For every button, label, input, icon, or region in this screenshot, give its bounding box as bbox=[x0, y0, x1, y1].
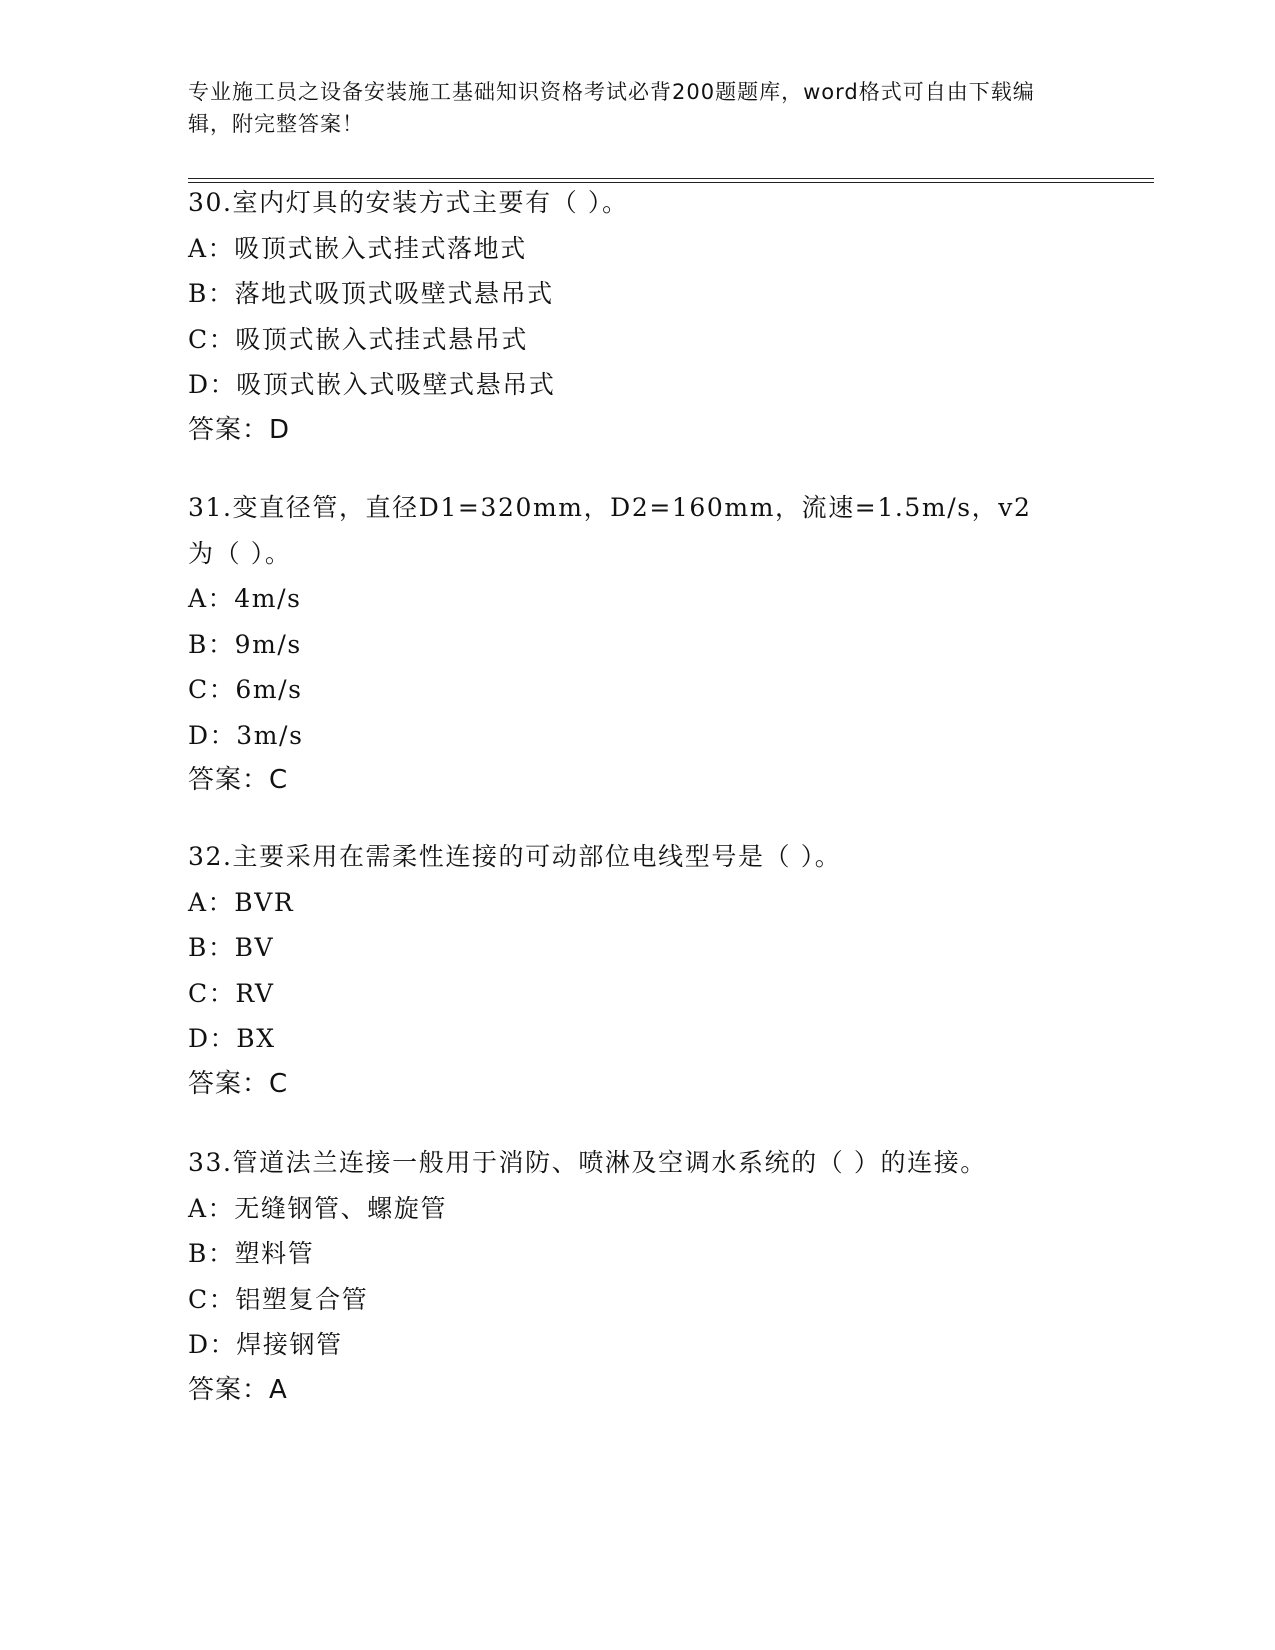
option-c: C：6m/s bbox=[188, 675, 303, 704]
question-32 bbox=[188, 834, 1088, 1107]
question-33 bbox=[188, 1140, 1088, 1413]
answer-line: 答案：C bbox=[188, 765, 289, 795]
question-31 bbox=[188, 485, 1088, 804]
option-a: A：吸顶式嵌入式挂式落地式 bbox=[188, 233, 527, 263]
option-d: D：3m/s bbox=[188, 720, 304, 750]
option-d: D：BX bbox=[188, 1024, 276, 1053]
option-b: B：塑料管 bbox=[188, 1239, 315, 1268]
option-a: A：4m/s bbox=[188, 584, 302, 613]
option-b: B：落地式吸顶式吸壁式悬吊式 bbox=[188, 279, 554, 308]
option-a: A：无缝钢管、螺旋管 bbox=[188, 1193, 448, 1223]
question-title: 31.变直径管，直径D1=320mm，D2=160mm，流速=1.5m/s，v2为（ ）。 bbox=[188, 493, 1032, 568]
option-c: C：吸顶式嵌入式挂式悬吊式 bbox=[188, 324, 528, 354]
option-d: D：焊接钢管 bbox=[188, 1330, 343, 1359]
option-d: D：吸顶式嵌入式吸壁式悬吊式 bbox=[188, 370, 556, 399]
answer-line: 答案：A bbox=[188, 1374, 288, 1405]
question-title: 32.主要采用在需柔性连接的可动部位电线型号是（ ）。 bbox=[188, 842, 842, 871]
option-c: C：RV bbox=[188, 978, 275, 1008]
question-title: 30.室内灯具的安装方式主要有（ ）。 bbox=[188, 188, 629, 217]
option-b: B：9m/s bbox=[188, 629, 302, 659]
document-header-text: 专业施工员之设备安装施工基础知识资格考试必背200题题库，word格式可自由下载编辑，附完整答案！ bbox=[188, 80, 1035, 136]
answer-line: 答案：C bbox=[188, 1068, 289, 1099]
option-b: B：BV bbox=[188, 933, 275, 962]
question-title: 33.管道法兰连接一般用于消防、喷淋及空调水系统的（ ）的连接。 bbox=[188, 1148, 987, 1177]
option-a: A：BVR bbox=[188, 887, 295, 917]
answer-line: 答案：D bbox=[188, 414, 291, 445]
option-c: C：铝塑复合管 bbox=[188, 1284, 369, 1314]
question-30 bbox=[188, 180, 1088, 453]
